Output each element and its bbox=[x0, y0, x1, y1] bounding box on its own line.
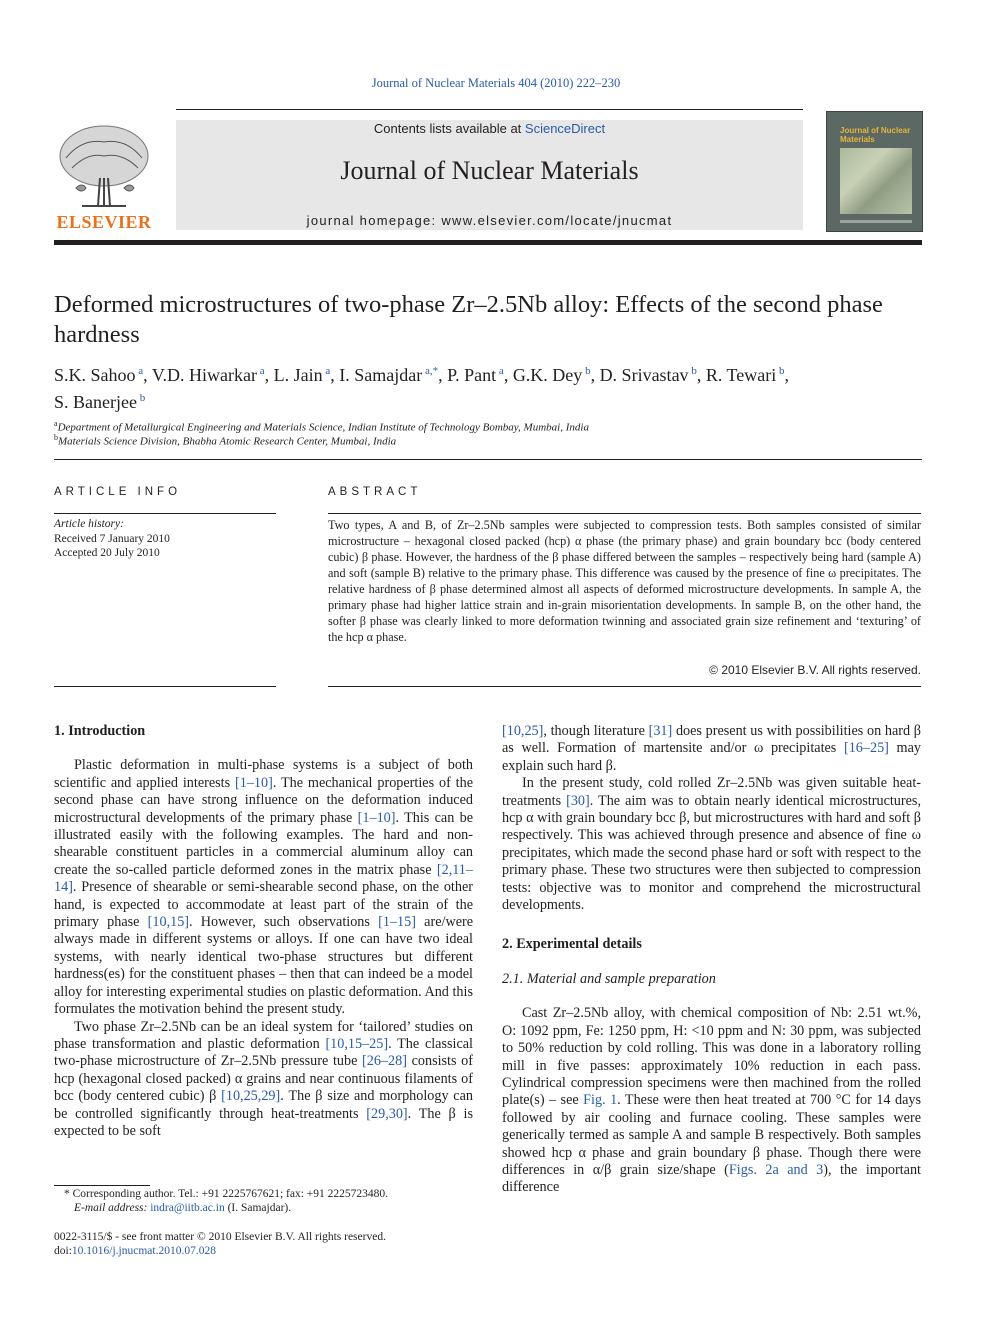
author-name: R. Tewari bbox=[705, 365, 777, 385]
citation-link[interactable]: Figs. 2a and 3 bbox=[728, 1161, 824, 1178]
intro-paragraph-1: Plastic deformation in multi-phase systems is a subject of both scientific and applied interests [1–10]. The mechanical properties of the second phase can have strong influence on the deformation induced microstructural developments of the primary phase [1–10]. This can be illustrated easily with the following examples. The hard and non-shearable constituent particles in a commercial aluminum alloy can create the so-called particle deformed zones in the matrix phase [2,11–14]. Presence of shearable or semi-shearable second phase, on the other hand, is expected to accommodate at least part of the strain of the primary phase [10,15]. However, such observations [1–15] are/were always made in different systems or alloys. If one can have two ideal systems, with nearly identical two-phase structures but different hardness(es) for the constituent phases – then that can indeed be a model alloy for interesting experimental studies on plastic deformation. And this formulates the motivation behind the present study. bbox=[54, 757, 474, 1018]
cover-title: Journal of Nuclear Materials bbox=[840, 126, 911, 144]
abstract-heading: ABSTRACT bbox=[328, 486, 422, 498]
journal-reference[interactable]: Journal of Nuclear Materials 404 (2010) 222–230 bbox=[371, 76, 621, 90]
author-affiliation-mark[interactable]: a bbox=[496, 365, 504, 377]
sciencedirect-link[interactable]: ScienceDirect bbox=[524, 121, 606, 136]
author-affiliation-mark[interactable]: a,* bbox=[422, 365, 439, 377]
abstract-bottom-rule bbox=[328, 686, 921, 687]
article-title: Deformed microstructures of two-phase Zr–2.5Nb alloy: Effects of the second phase hardness bbox=[54, 291, 883, 348]
affiliation-text: Materials Science Division, Bhabha Atomic Research Center, Mumbai, India bbox=[58, 435, 397, 448]
citation-link[interactable]: [10,25,29] bbox=[221, 1088, 281, 1105]
citation-link[interactable]: [10,15] bbox=[147, 914, 190, 931]
author-affiliation-mark[interactable]: b bbox=[136, 392, 146, 404]
abstract-text: Two types, A and B, of Zr–2.5Nb samples were subjected to compression tests. Both samples consisted of similar microstructure – hexagonal closed packed (hcp) α phase (the primary phase) and grain boundary bcc (body centered cubic) β phase. However, the hardness of the β phase differed between the samples – respectively being hard (sample A) and soft (sample B) relative to the primary phase. This difference was caused by the presence of fine ω precipitates. The relative hardness of β phase determined almost all aspects of deformed microstructure developments. In sample A, the primary phase had higher lattice strain and in-grain misorientation developments. In sample B, on the other hand, the softer β phase was clearly linked to more deformation twinning and associated grain size refinement and ‘texturing’ of the hcp α phase. bbox=[328, 518, 921, 644]
author-affiliation-mark[interactable]: b bbox=[688, 365, 697, 377]
cover-footer-band bbox=[840, 220, 912, 223]
cover-image bbox=[840, 148, 912, 214]
affiliation-text: Department of Metallurgical Engineering and Materials Science, Indian Institute of Technology Bombay, Mumbai, India bbox=[57, 421, 589, 434]
history-label: Article history: bbox=[54, 518, 124, 530]
author-affiliation-mark[interactable]: a bbox=[135, 365, 144, 377]
intro-paragraph-2-continued: [10,25], though literature [31] does present us with possibilities on hard β as well. Formation of martensite and/or ω precipitates [16–25] may explain such hard β. bbox=[502, 723, 921, 774]
author-affiliation-mark[interactable]: a bbox=[257, 365, 265, 377]
author-name: S.K. Sahoo bbox=[54, 365, 136, 385]
affiliation-mark: b bbox=[54, 433, 58, 442]
section-1-heading: 1. Introduction bbox=[54, 723, 146, 739]
citation-link[interactable]: [16–25] bbox=[843, 740, 889, 757]
elsevier-wordmark: ELSEVIER bbox=[56, 212, 152, 232]
intro-paragraph-2: Two phase Zr–2.5Nb can be an ideal system for ‘tailored’ studies on phase transformation and plastic deformation [10,15–25]. The classical two-phase microstructure of Zr–2.5Nb pressure tube [26–28] consists of hcp (hexagonal closed packed) α grains and near continuous filaments of bcc (body centered cubic) β [10,25,29]. The β size and morphology can be controlled significantly through heat-treatments [29,30]. The β is expected to be soft bbox=[54, 1018, 473, 1139]
abstract-copyright: © 2010 Elsevier B.V. All rights reserved. bbox=[709, 663, 921, 677]
body-column-left bbox=[54, 723, 473, 1140]
citation-link[interactable]: [30] bbox=[566, 792, 590, 809]
header-thick-rule bbox=[54, 240, 922, 245]
body-column-right bbox=[502, 723, 921, 1197]
citation-link[interactable]: [26–28] bbox=[362, 1053, 407, 1070]
journal-homepage[interactable]: journal homepage: www.elsevier.com/locate/jnucmat bbox=[306, 213, 673, 228]
header-top-rule bbox=[176, 109, 803, 110]
citation-link[interactable]: [29,30] bbox=[366, 1105, 408, 1122]
author-name: D. Srivastav bbox=[599, 365, 689, 385]
affiliation-b bbox=[54, 431, 914, 449]
author-name: L. Jain bbox=[273, 365, 323, 385]
section-2-heading: 2. Experimental details bbox=[502, 936, 642, 953]
contents-prefix: Contents lists available at bbox=[373, 121, 525, 136]
citation-link[interactable]: [31] bbox=[648, 723, 673, 739]
citation-link[interactable]: [10,15–25] bbox=[325, 1035, 389, 1052]
email-suffix: (I. Samajdar). bbox=[224, 1202, 292, 1214]
issn-line: 0022-3115/$ - see front matter © 2010 Elsevier B.V. All rights reserved. bbox=[54, 1231, 386, 1243]
article-history bbox=[54, 517, 276, 561]
citation-link[interactable]: [1–10] bbox=[235, 774, 273, 791]
citation-link[interactable]: [10,25] bbox=[502, 723, 544, 739]
author-list: S.K. Sahoo $^a$, V.D. Hiwarkar $^a$, L. Jain $^a$, I. Samajdar $^{a,*}$, P. Pant $^a$, G.K. Dey $^b$, D. Srivastav $^b$, R. Tewari $^b$, S. Banerjee $^b$ bbox=[54, 365, 789, 412]
citation-link[interactable]: [1–10] bbox=[357, 809, 396, 826]
author-affiliation-mark[interactable]: b bbox=[776, 365, 785, 377]
experimental-paragraph-1: Cast Zr–2.5Nb alloy, with chemical composition of Nb: 2.51 wt.%, O: 1092 ppm, Fe: 1250 ppm, H: <10 ppm and N: 30 ppm, was subjected to 50% reduction by cold rolling. This was done in a laboratory rolling mill in five passes: approximately 10% reduction in each pass. Cylindrical compression specimens were then machined from the rolled plate(s) – see Fig. 1. These were then heat treated at 700 °C for 14 days followed by air cooling and furnace cooling. These samples were generically termed as sample A and sample B respectively. Both samples showed hcp α phase and grain boundary β phase. Though there were differences in α/β grain size/shape (Figs. 2a and 3), the important difference bbox=[502, 1005, 921, 1196]
corresponding-footnote bbox=[54, 1187, 473, 1215]
footnote-rule bbox=[54, 1185, 150, 1186]
affiliation-mark: a bbox=[54, 419, 58, 428]
citation-link[interactable]: Fig. 1 bbox=[583, 1092, 618, 1109]
citation-link[interactable]: [1–15] bbox=[378, 914, 416, 931]
author-affiliation-mark[interactable]: a bbox=[322, 365, 331, 377]
citation-link[interactable]: [2,11–14] bbox=[54, 861, 473, 896]
subsection-2-1-heading: 2.1. Material and sample preparation bbox=[502, 970, 716, 987]
email-link[interactable]: indra@iitb.ac.in bbox=[150, 1202, 225, 1214]
author-affiliation-mark[interactable]: b bbox=[582, 365, 591, 377]
issn-block bbox=[54, 1230, 473, 1258]
abstract-rule bbox=[328, 513, 921, 514]
author-name: I. Samajdar bbox=[339, 365, 423, 385]
affiliation-rule bbox=[54, 459, 922, 460]
author-name: G.K. Dey bbox=[512, 365, 583, 385]
intro-paragraph-3: In the present study, cold rolled Zr–2.5Nb was given suitable heat-treatments [30]. The aim was to obtain nearly identical microstructures, hcp α with grain boundary bcc β, but microstructures with hard and soft β respectively. This was achieved through presence and absence of fine ω precipitates, which made the second phase hard or soft with respect to the primary phase. These two structures were then subjected to compression tests: objective was to monitor and comprehend the microstructural developments. bbox=[502, 775, 921, 914]
corresponding-author: * Corresponding author. Tel.: +91 2225767621; fax: +91 2225723480. bbox=[64, 1188, 389, 1200]
article-info-rule bbox=[54, 513, 276, 514]
received-date: Received 7 January 2010 bbox=[54, 532, 170, 545]
author-name: V.D. Hiwarkar bbox=[151, 365, 257, 385]
journal-name: Journal of Nuclear Materials bbox=[340, 156, 639, 185]
author-name: S. Banerjee bbox=[54, 392, 137, 412]
doi-label: doi: bbox=[54, 1245, 72, 1257]
email-label: E-mail address: bbox=[74, 1202, 151, 1214]
contents-line bbox=[176, 121, 803, 136]
article-info-bottom-rule bbox=[54, 686, 276, 687]
doi-link[interactable]: 10.1016/j.jnucmat.2010.07.028 bbox=[71, 1245, 216, 1257]
article-info-heading: ARTICLE INFO bbox=[54, 486, 182, 498]
author-name: P. Pant bbox=[447, 365, 497, 385]
accepted-date: Accepted 20 July 2010 bbox=[54, 547, 160, 560]
